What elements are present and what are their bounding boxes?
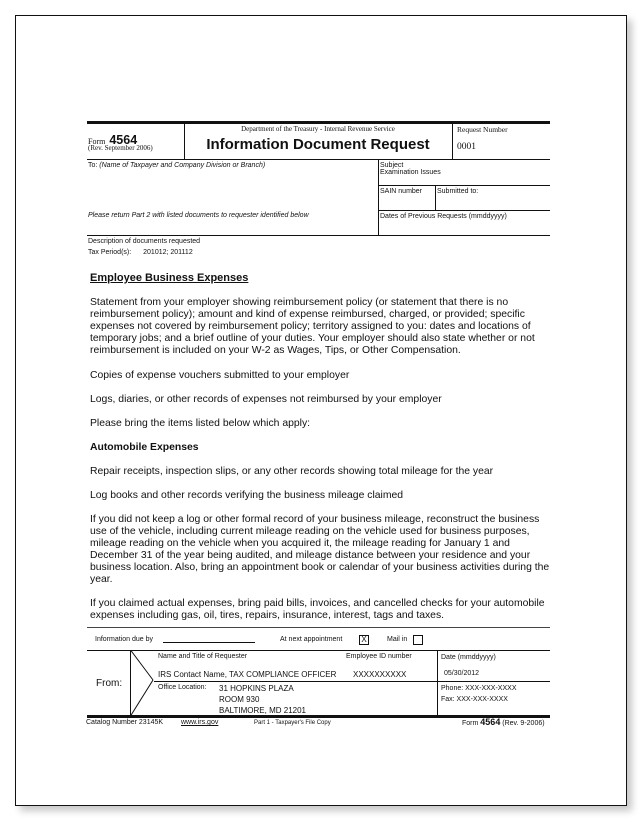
paragraph-actual-expenses: If you claimed actual expenses, bring paid bills, invoices, and cancelled checks for your automobile expenses including gas, oil, tires, repairs, insurance, interest, tags and taxes. (90, 598, 545, 621)
subject-label: Subject (380, 162, 404, 169)
footer-revision: (Rev. 9-2006) (502, 720, 545, 727)
paragraph-reconstruct-mileage: If you did not keep a log or other formal record of your business mileage, reconstruct the business use of the vehicle, including current mileage reading on the vehicle used for business purposes, mileage reading on the vehicle when you acquired it, the mileage reading for January 1 and December 31 of the year being audited, and mileage distance between your residence and your business location. Also, bring an appointment book or calendar of your business activities during the year. (90, 514, 550, 585)
header-top-rule (87, 121, 550, 124)
paragraph-log-books: Log books and other records verifying the business mileage claimed (90, 490, 404, 501)
office-location-label: Office Location: (158, 684, 207, 691)
header-divider-2 (452, 124, 453, 159)
to-label: To: (88, 162, 98, 169)
paragraph-logs-diaries: Logs, diaries, or other records of expenses not reimbursed by your employer (90, 394, 442, 405)
submitted-to-field[interactable]: Submitted to: (437, 188, 479, 195)
form-label: Form (88, 137, 106, 146)
return-note: Please return Part 2 with listed documents to requester identified below (88, 212, 309, 219)
paragraph-repair-receipts: Repair receipts, inspection slips, or any other records showing total mileage for the year (90, 466, 494, 477)
employee-id-value: XXXXXXXXXX (353, 670, 407, 679)
due-by-input[interactable] (163, 642, 255, 643)
date-label: Date (mmddyyyy) (441, 654, 496, 661)
subject-value: Examination Issues (380, 169, 441, 176)
catalog-number: Catalog Number 23145K (86, 719, 164, 726)
part-label: Part 1 - Taxpayer's File Copy (254, 720, 331, 726)
requester-name-value: IRS Contact Name, TAX COMPLIANCE OFFICER (158, 670, 337, 679)
tax-period-label: Tax Period(s): (88, 249, 132, 256)
form-revision: (Rev. September 2006) (88, 144, 153, 152)
irs-website-link[interactable]: www.irs.gov (181, 719, 219, 726)
tax-period-value: 201012; 201112 (143, 249, 193, 256)
from-middle-rule (154, 681, 550, 682)
paragraph-employer-statement: Statement from your employer showing reimbursement policy (or statement that there is no reimbursement policy); amount and kind of expense reimbursed, charged, or provided; specific expenses not covered by reimbursement policy; territory assigned to you: dates and locations of temporary jobs; and a brief outline of your duties. Your employer should also state whether or not reimbursement is included on your W-2 as Wages, Tips, or Other Compensation. (90, 297, 535, 356)
department-name: Department of the Treasury - Internal Revenue Service (241, 125, 395, 133)
form-number: 4564 (109, 133, 138, 147)
mail-in-checkbox[interactable] (413, 635, 423, 645)
requester-name-label: Name and Title of Requester (158, 653, 248, 660)
sain-divider (435, 185, 436, 210)
tax-period (88, 249, 193, 257)
page-title: Information Document Request (206, 136, 430, 153)
paragraph-bring-items: Please bring the items listed below which apply: (90, 418, 311, 429)
next-appointment-checkbox[interactable]: X (359, 635, 369, 645)
employee-id-label: Employee ID number (346, 653, 412, 660)
request-number-label: Request Number (457, 125, 508, 134)
section-heading: Employee Business Expenses (90, 272, 249, 284)
addressee-divider (378, 159, 379, 236)
due-by-label: Information due by (95, 636, 153, 643)
sain-number-field[interactable]: SAIN number (380, 188, 423, 195)
due-top-rule (87, 627, 550, 628)
previous-requests-field[interactable]: Dates of Previous Requests (mmddyyyy) (380, 213, 507, 220)
date-divider (437, 650, 438, 716)
description-label: Description of documents requested (88, 238, 201, 245)
request-number-value: 0001 (457, 142, 476, 152)
fax-value: Fax: XXX-XXX-XXXX (441, 696, 508, 703)
date-value: 05/30/2012 (444, 670, 480, 677)
sain-bottom-rule (378, 210, 550, 211)
address-line-3: BALTIMORE, MD 21201 (219, 706, 306, 715)
footer-form-number: 4564 (480, 717, 501, 727)
document-page (15, 15, 627, 806)
address-line-2: ROOM 930 (219, 695, 260, 704)
to-field[interactable] (88, 162, 265, 170)
mail-in-label: Mail in (387, 636, 408, 643)
phone-value: Phone: XXX-XXX-XXXX (441, 685, 517, 692)
next-appointment-label: At next appointment (280, 636, 343, 643)
footer-form-id (462, 718, 545, 728)
from-arrow-icon (130, 650, 160, 716)
subheading-automobile: Automobile Expenses (90, 442, 199, 453)
address-line-1: 31 HOPKINS PLAZA (219, 684, 294, 693)
addressee-bottom-rule (87, 235, 550, 236)
footer-form-label: Form (462, 720, 479, 727)
to-hint: (Name of Taxpayer and Company Division or Branch) (99, 162, 266, 169)
subject-bottom-rule (378, 185, 550, 186)
paragraph-expense-vouchers: Copies of expense vouchers submitted to your employer (90, 370, 350, 381)
header-bottom-rule (87, 159, 550, 160)
from-label: From: (96, 678, 123, 689)
